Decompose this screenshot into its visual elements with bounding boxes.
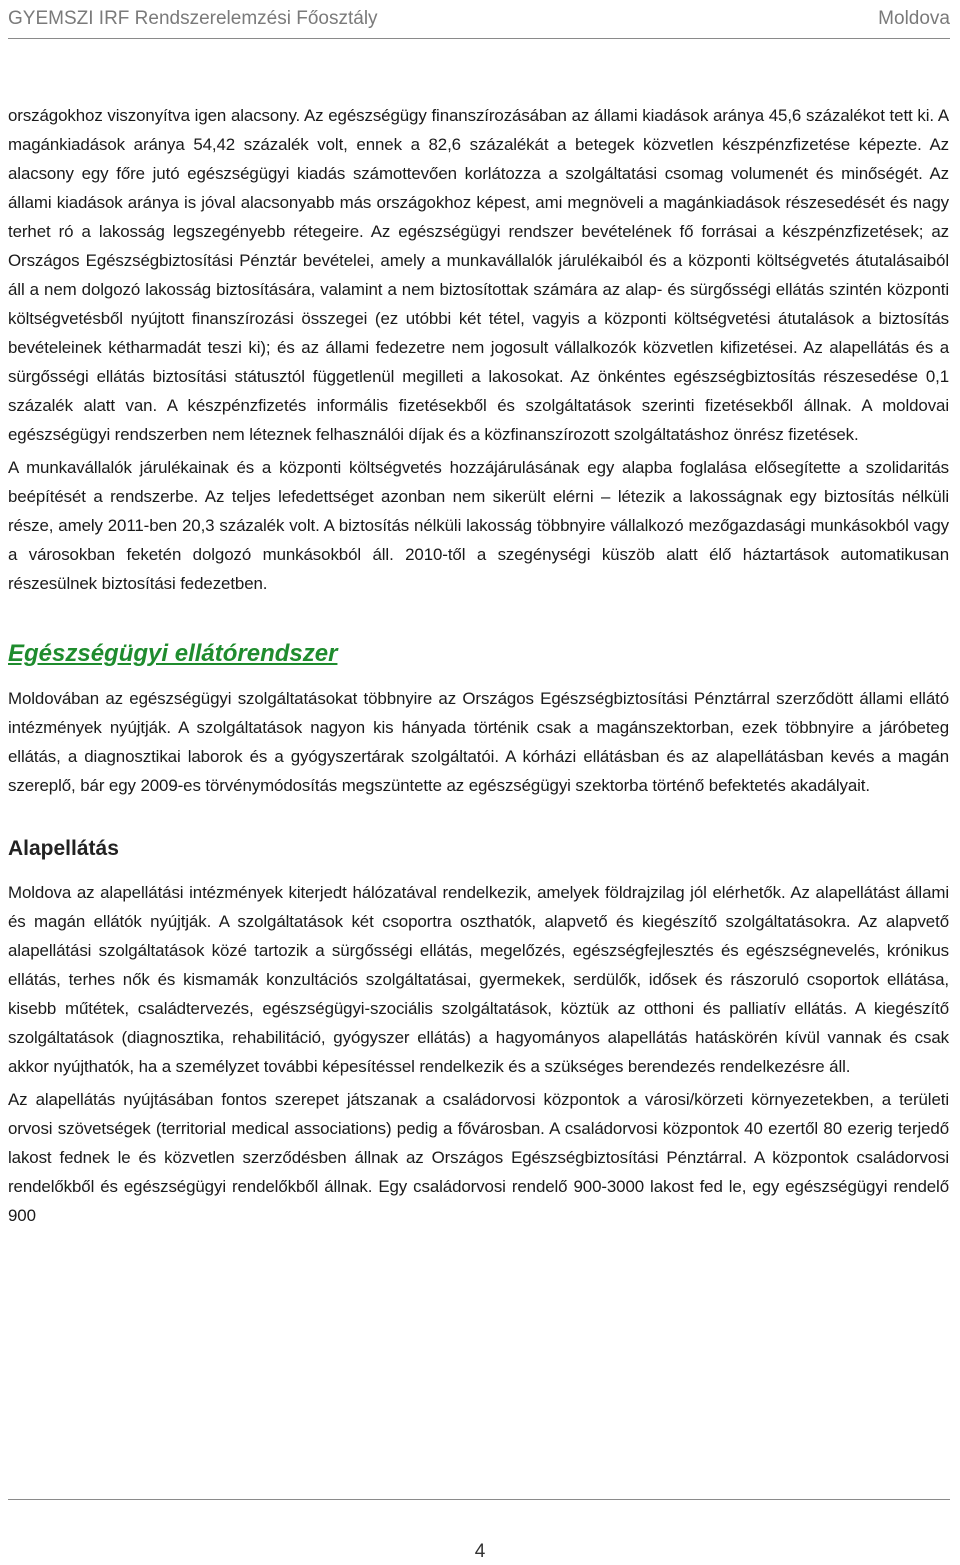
footer-divider	[8, 1499, 950, 1500]
page-number: 4	[474, 1541, 486, 1562]
paragraph-primary-care: Moldova az alapellátási intézmények kiterjedt hálózatával rendelkezik, amelyek földrajzilag jól elérhetők. Az alapellátást állami és magán ellátók nyújtják. A szolgáltatások két csoportra oszthatók, alapvető és kiegészítő szolgáltatásokra. Az alapvető alapellátási szolgáltatások közé tartozik a sürgősségi ellátás, megelőzés, egészségfejlesztés és egészségnevelés, krónikus ellátás, terhes nők és kismamák konzultációs szolgáltatásai, gyermekek, serdülők, idősek és rászoruló csoportok ellátása, kisebb műtétek, családtervezés, egészségügyi-szociális szolgáltatások, köztük az otthoni és palliatív ellátás. A kiegészítő szolgáltatások (diagnosztika, rehabilitáció, gyógyszer ellátás) a hagyományos alapellátás hatáskörén kívül vannak és csak akkor nyújthatók, ha a személyzet további képesítéssel rendelkezik és a szükséges berendezés rendelkezésre áll.	[8, 883, 949, 1076]
paragraph-coverage: A munkavállalók járulékainak és a központi költségvetés hozzájárulásának egy alapba foglalása elősegítette a szolidaritás beépítését a rendszerbe. Az teljes lefedettséget azonban nem sikerült elérni – létezik a lakosságnak egy biztosítás nélküli része, amely 2011-ben 20,3 százalék volt. A biztosítás nélküli lakosság többnyire vállalkozó mezőgazdasági munkásokból vagy a városokban feketén dolgozó munkásokból áll. 2010-től a szegénységi küszöb alatt élő háztartások automatikusan részesülnek biztosítási fedezetben.	[8, 458, 949, 593]
subsection-heading: Alapellátás	[8, 837, 119, 860]
paragraph-providers: Moldovában az egészségügyi szolgáltatásokat többnyire az Országos Egészségbiztosítási Pénztárral szerződött állami ellátó intézmények nyújtják. A szolgáltatások nagyon kis hányada történik csak a magánszektorban, ezek többnyire a járóbeteg ellátás, a diagnosztikai laborok és a gyógyszertárak szolgáltatói. A kórházi ellátásban és az alapellátásban kevés a magán szereplő, bár egy 2009-es törvénymódosítás megszüntette az egészségügyi szektorba történő befektetés akadályait.	[8, 689, 949, 795]
page-header	[8, 0, 950, 39]
paragraph-financing: országokhoz viszonyítva igen alacsony. Az egészségügy finanszírozásában az állami kiadások aránya 45,6 százalékot tett ki. A magánkiadások aránya 54,42 százalék volt, ennek a 82,6 százalékát a betegek közvetlen készpénzfizetése képezte. Az alacsony egy főre jutó egészségügyi kiadás számottevően korlátozza a szolgáltatási csomag volumenét és minőségét. Az állami kiadások aránya is jóval alacsonyabb más országokhoz képest, ami megnöveli a magánkiadások részesedését és nagy terhet ró a lakosság legszegényebb rétegeire. Az egészségügyi rendszer bevételének fő forrásai a készpénzfizetések; az Országos Egészségbiztosítási Pénztár bevételei, amely a munkavállalók járulékaiból és a központi költségvetés átutalásaiból áll a nem dolgozó lakosság biztosítására, valamint a nem biztosítottak számára az alap- és sürgősségi ellátás szintén központi költségvetésből nyújtott finanszírozási összegei (ez utóbbi két tétel, vagyis a központi költségvetési átutalások a biztosítás bevételeinek kétharmadát teszi ki); és az állami fedezetre nem jogosult vállalkozók közvetlen kifizetései. Az alapellátás és a sürgősségi ellátás biztosítási státusztól függetlenül megilleti a lakosokat. Az önkéntes egészségbiztosítás részesedése 0,1 százalék alatt van. A készpénzfizetés informális fizetésekből és szolgáltatások szerinti fizetésekből állnak. A moldovai egészségügyi rendszerben nem léteznek felhasználói díjak és a közfinanszírozott szolgáltatáshoz önrész fizetések.	[8, 106, 949, 444]
section-heading: Egészségügyi ellátórendszer	[8, 640, 338, 667]
document-body	[8, 101, 949, 1230]
paragraph-family-centres: Az alapellátás nyújtásában fontos szerepet játszanak a családorvosi központok a városi/körzeti környezetekben, a területi orvosi szövetségek (territorial medical associations) pedig a fővárosban. A családorvosi központok 40 ezertől 80 ezerig terjedő lakost fednek le és közvetlen szerződésben állnak az Országos Egészségbiztosítási Pénztárral. A központok családorvosi rendelőkből és egészségügyi rendelőkből állnak. Egy családorvosi rendelő 900-3000 lakost fed le, egy egészségügyi rendelő 900	[8, 1090, 949, 1225]
header-country: Moldova	[878, 8, 950, 29]
header-title: GYEMSZI IRF Rendszerelemzési Főosztály	[8, 8, 378, 29]
